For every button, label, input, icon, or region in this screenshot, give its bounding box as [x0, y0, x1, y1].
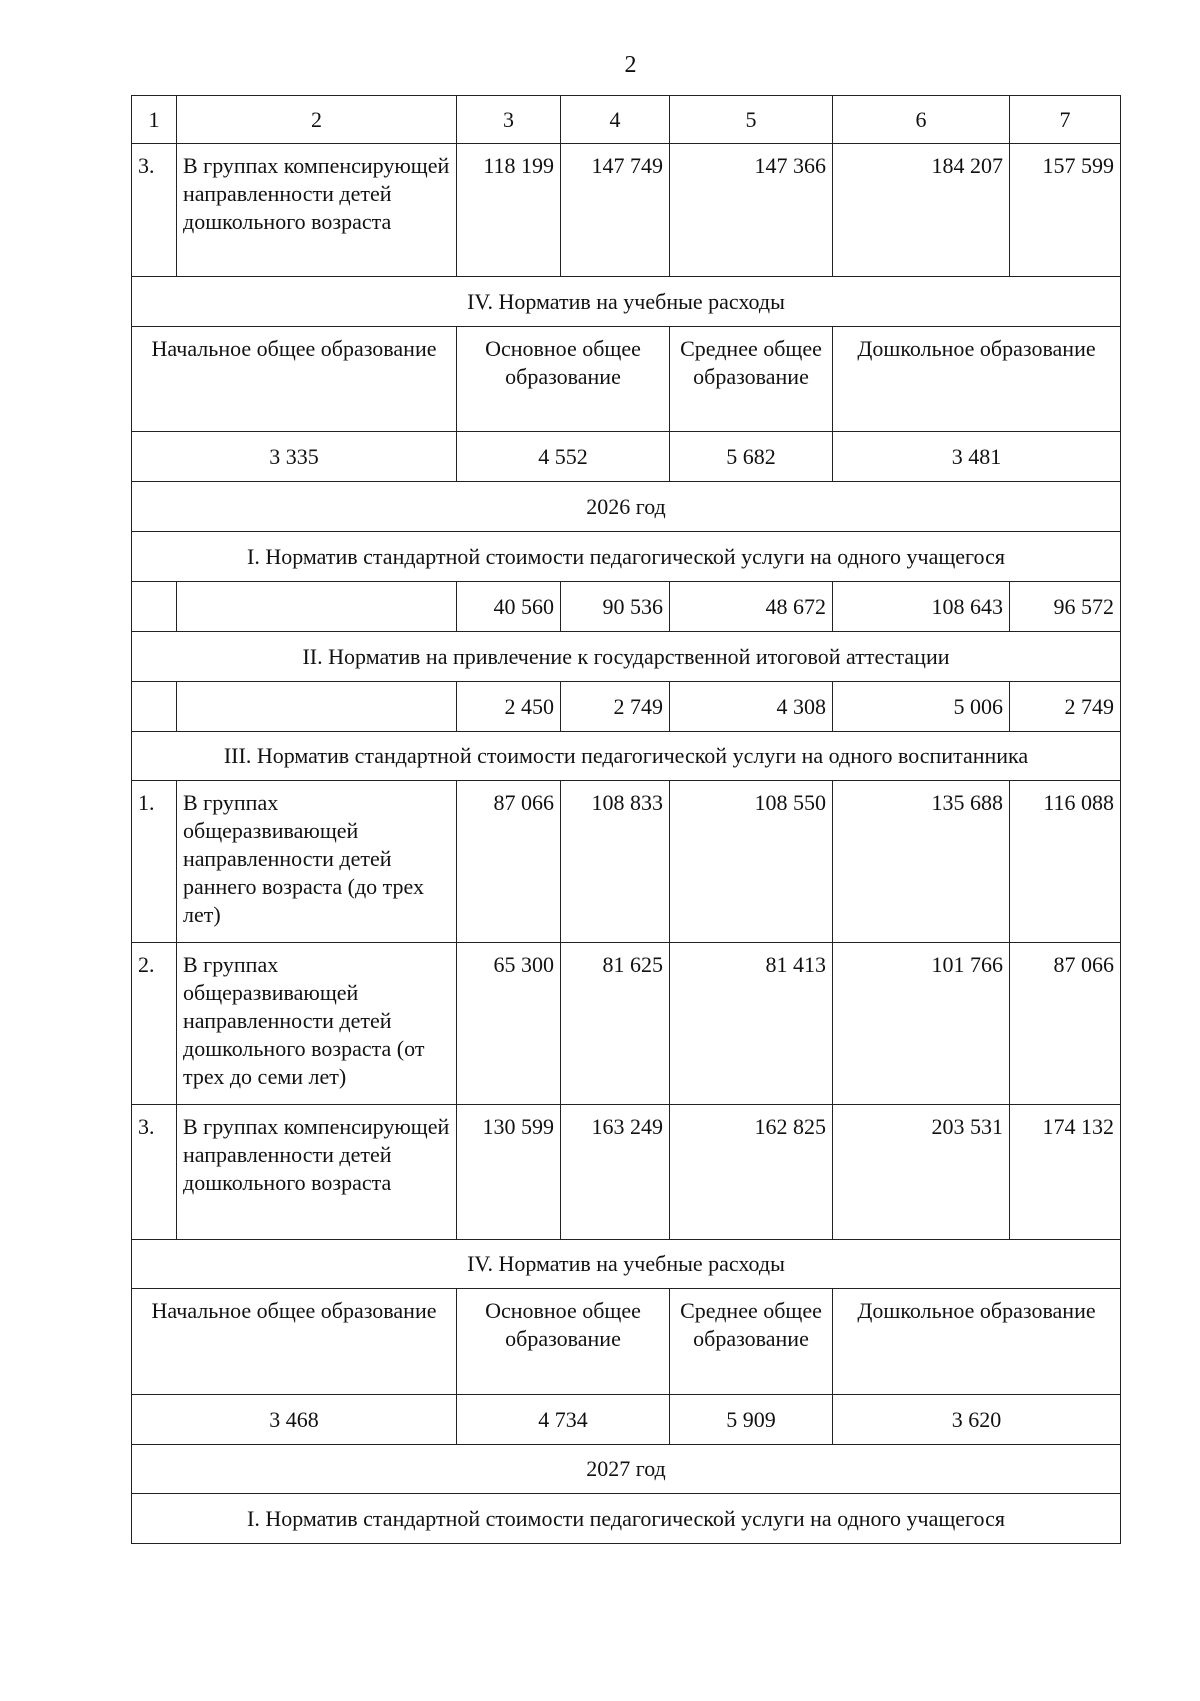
row-label: В группах общеразвивающей направленности детей дошкольного возраста (от трех до семи лет) — [177, 943, 457, 1105]
value-cell: 184 207 — [833, 144, 1010, 277]
value-cell: 163 249 — [561, 1105, 670, 1240]
value-cell: 90 536 — [561, 582, 670, 632]
row-number: 1. — [132, 781, 177, 943]
level-heading: Среднее общее образование — [670, 327, 833, 432]
value-cell: 3 481 — [833, 432, 1121, 482]
value-cell: 81 413 — [670, 943, 833, 1105]
value-cell: 48 672 — [670, 582, 833, 632]
section-title-row — [132, 1494, 1121, 1544]
page-number: 2 — [624, 52, 637, 78]
row-label: В группах общеразвивающей направленности детей раннего возраста (до трех лет) — [177, 781, 457, 943]
value-cell: 118 199 — [457, 144, 561, 277]
value-cell: 147 366 — [670, 144, 833, 277]
row-label — [177, 582, 457, 632]
level-heading: Дошкольное образование — [833, 327, 1121, 432]
table-row — [132, 943, 1121, 1105]
level-heading: Дошкольное образование — [833, 1289, 1121, 1395]
year-row — [132, 1445, 1121, 1494]
education-values-row — [132, 1395, 1121, 1445]
value-cell: 81 625 — [561, 943, 670, 1105]
value-cell: 2 450 — [457, 682, 561, 732]
section-title-row — [132, 632, 1121, 682]
table-row — [132, 582, 1121, 632]
table-row — [132, 1105, 1121, 1240]
section-title: II. Норматив на привлечение к государственной итоговой аттестации — [132, 632, 1121, 682]
row-label: В группах компенсирующей направленности детей дошкольного возраста — [177, 1105, 457, 1240]
header-cell: 5 — [670, 96, 833, 144]
row-number — [132, 682, 177, 732]
value-cell: 135 688 — [833, 781, 1010, 943]
value-cell: 87 066 — [1010, 943, 1121, 1105]
header-cell: 6 — [833, 96, 1010, 144]
value-cell: 4 734 — [457, 1395, 670, 1445]
value-cell: 2 749 — [1010, 682, 1121, 732]
value-cell: 130 599 — [457, 1105, 561, 1240]
value-cell: 5 682 — [670, 432, 833, 482]
education-levels-row — [132, 1289, 1121, 1395]
level-heading: Начальное общее образование — [132, 1289, 457, 1395]
year-heading: 2027 год — [132, 1445, 1121, 1494]
value-cell: 5 006 — [833, 682, 1010, 732]
header-cell: 3 — [457, 96, 561, 144]
value-cell: 96 572 — [1010, 582, 1121, 632]
level-heading: Начальное общее образование — [132, 327, 457, 432]
row-number: 3. — [132, 144, 177, 277]
section-title: I. Норматив стандартной стоимости педагогической услуги на одного учащегося — [132, 1494, 1121, 1544]
level-heading: Основное общее образование — [457, 327, 670, 432]
value-cell: 65 300 — [457, 943, 561, 1105]
section-title: I. Норматив стандартной стоимости педагогической услуги на одного учащегося — [132, 532, 1121, 582]
section-title: III. Норматив стандартной стоимости педагогической услуги на одного воспитанника — [132, 732, 1121, 781]
value-cell: 87 066 — [457, 781, 561, 943]
table-row — [132, 144, 1121, 277]
level-heading: Основное общее образование — [457, 1289, 670, 1395]
year-heading: 2026 год — [132, 482, 1121, 532]
value-cell: 2 749 — [561, 682, 670, 732]
value-cell: 5 909 — [670, 1395, 833, 1445]
section-title: IV. Норматив на учебные расходы — [132, 1240, 1121, 1289]
value-cell: 108 833 — [561, 781, 670, 943]
value-cell: 157 599 — [1010, 144, 1121, 277]
value-cell: 116 088 — [1010, 781, 1121, 943]
value-cell: 4 552 — [457, 432, 670, 482]
table-row — [132, 682, 1121, 732]
value-cell: 108 643 — [833, 582, 1010, 632]
education-values-row — [132, 432, 1121, 482]
value-cell: 147 749 — [561, 144, 670, 277]
header-cell: 4 — [561, 96, 670, 144]
header-cell: 1 — [132, 96, 177, 144]
value-cell: 3 335 — [132, 432, 457, 482]
header-cell: 2 — [177, 96, 457, 144]
row-number — [132, 582, 177, 632]
value-cell: 4 308 — [670, 682, 833, 732]
section-title-row — [132, 732, 1121, 781]
row-number: 2. — [132, 943, 177, 1105]
section-title-row — [132, 532, 1121, 582]
row-label: В группах компенсирующей направленности детей дошкольного возраста — [177, 144, 457, 277]
row-label — [177, 682, 457, 732]
row-number: 3. — [132, 1105, 177, 1240]
value-cell: 174 132 — [1010, 1105, 1121, 1240]
value-cell: 101 766 — [833, 943, 1010, 1105]
value-cell: 162 825 — [670, 1105, 833, 1240]
value-cell: 108 550 — [670, 781, 833, 943]
value-cell: 3 468 — [132, 1395, 457, 1445]
level-heading: Среднее общее образование — [670, 1289, 833, 1395]
norms-table — [131, 95, 1121, 1544]
value-cell: 3 620 — [833, 1395, 1121, 1445]
value-cell: 40 560 — [457, 582, 561, 632]
header-cell: 7 — [1010, 96, 1121, 144]
section-title-row — [132, 1240, 1121, 1289]
value-cell: 203 531 — [833, 1105, 1010, 1240]
year-row — [132, 482, 1121, 532]
section-title: IV. Норматив на учебные расходы — [132, 277, 1121, 327]
section-title-row — [132, 277, 1121, 327]
table-row — [132, 781, 1121, 943]
table-header-row — [132, 96, 1121, 144]
education-levels-row — [132, 327, 1121, 432]
